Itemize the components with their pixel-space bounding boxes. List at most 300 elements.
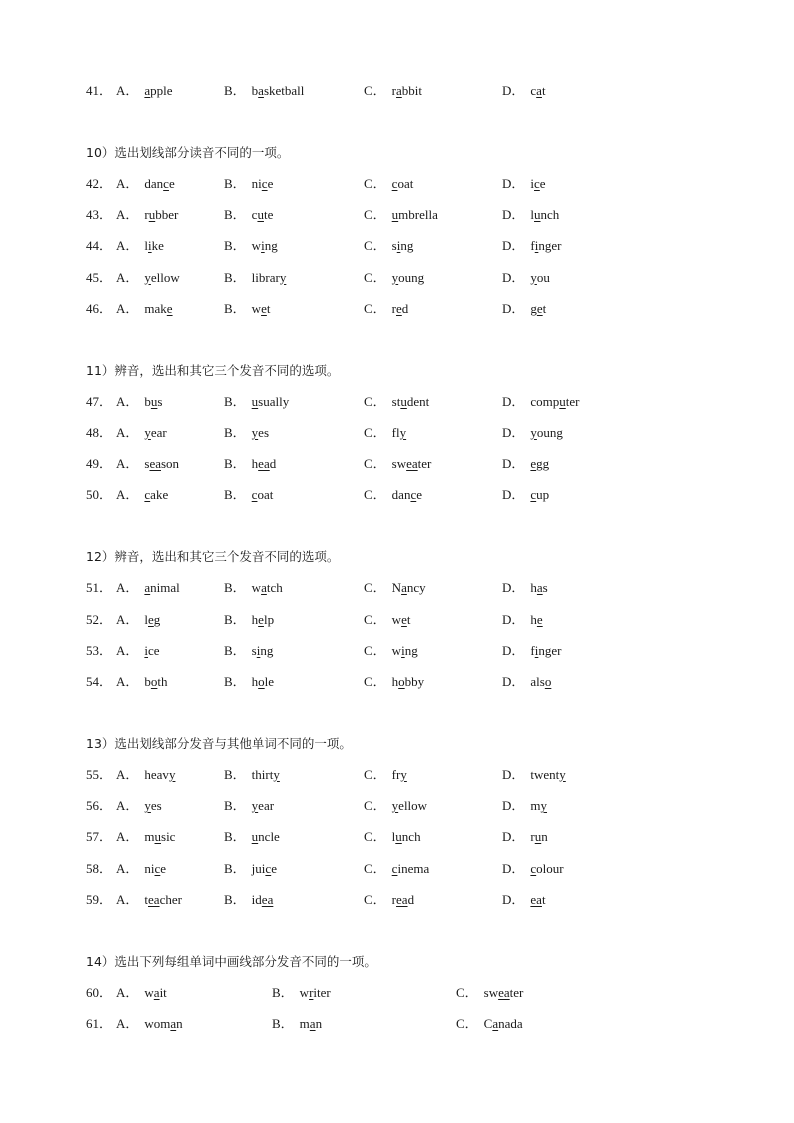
answer-option[interactable] <box>502 672 551 692</box>
option-letter: C． <box>364 456 386 472</box>
option-word: cake <box>144 487 169 503</box>
underlined-letters: e <box>536 300 543 316</box>
option-word: bus <box>144 393 163 409</box>
underlined-letters: ea <box>148 891 160 907</box>
option-word: nice <box>251 176 274 191</box>
underlined-letters: u <box>257 207 264 223</box>
option-letter: A． <box>116 487 139 503</box>
answer-option[interactable] <box>502 578 548 598</box>
answer-option[interactable] <box>364 268 424 288</box>
underlined-letters: a <box>309 1016 316 1031</box>
underlined-letters: y <box>400 767 407 782</box>
option-letter: D． <box>502 580 525 596</box>
option-word: library <box>251 269 287 285</box>
option-letter: C． <box>364 83 386 98</box>
question-number: 52． <box>86 611 113 627</box>
section-heading: 14）选出下列每组单词中画线部分发音不同的一项。 <box>86 953 377 969</box>
question-number: 56． <box>86 798 113 814</box>
option-letter: B． <box>224 642 246 658</box>
option-word: wet <box>251 300 271 316</box>
option-letter: A． <box>116 393 139 409</box>
answer-option[interactable] <box>116 81 173 101</box>
answer-option[interactable] <box>116 610 160 630</box>
option-letter: B． <box>224 300 246 316</box>
option-letter: A． <box>116 1016 139 1031</box>
question-number: 44． <box>86 238 113 254</box>
question-number: 59． <box>86 891 113 907</box>
question-row <box>86 485 726 505</box>
option-word: sweater <box>483 984 524 1000</box>
option-letter: B． <box>224 393 246 409</box>
answer-option[interactable] <box>116 485 168 505</box>
option-word: fly <box>391 425 407 440</box>
answer-option[interactable] <box>364 299 408 319</box>
option-word: lunch <box>391 829 421 845</box>
option-word: young <box>530 425 563 440</box>
option-word: head <box>251 456 277 472</box>
option-letter: C． <box>364 269 386 285</box>
option-word: rubber <box>144 207 179 223</box>
question-row <box>86 983 726 1003</box>
answer-option[interactable] <box>224 890 273 910</box>
option-word: year <box>251 798 275 814</box>
question-number: 57． <box>86 829 113 845</box>
question-number: 47． <box>86 393 113 409</box>
option-word: woman <box>144 1016 183 1031</box>
answer-option[interactable] <box>502 392 580 412</box>
underlined-letters: c <box>391 176 398 191</box>
option-word: he <box>530 611 543 627</box>
option-word: read <box>391 891 415 907</box>
option-word: wet <box>391 611 411 627</box>
underlined-letters: y <box>273 767 280 782</box>
option-word: red <box>391 300 409 316</box>
answer-option[interactable] <box>502 859 564 879</box>
underlined-letters: ea <box>530 891 542 907</box>
underlined-letters: a <box>536 580 543 596</box>
option-word: apple <box>144 83 173 98</box>
underlined-letters: i <box>256 642 261 658</box>
option-letter: C． <box>456 984 478 1000</box>
underlined-letters: c <box>530 487 537 503</box>
answer-option[interactable] <box>224 392 289 412</box>
option-letter: D． <box>502 456 525 472</box>
option-word: teacher <box>144 891 182 907</box>
option-word: fry <box>391 767 407 782</box>
answer-option[interactable] <box>224 672 274 692</box>
question-number: 55． <box>86 767 113 782</box>
option-word: dance <box>391 487 423 503</box>
option-word: yes <box>251 425 270 440</box>
answer-option[interactable] <box>116 392 162 412</box>
option-letter: C． <box>456 1016 478 1031</box>
answer-option[interactable] <box>364 796 427 816</box>
answer-option[interactable] <box>502 610 543 630</box>
answer-option[interactable] <box>116 578 180 598</box>
section-heading: 12）辨音，选出和其它三个发音不同的选项。 <box>86 549 340 565</box>
question-number: 45． <box>86 269 113 285</box>
option-word: rabbit <box>391 83 423 98</box>
answer-option[interactable] <box>116 299 173 319</box>
question-number: 54． <box>86 674 113 689</box>
answer-option[interactable] <box>116 765 175 785</box>
option-letter: A． <box>116 238 139 254</box>
answer-option[interactable] <box>364 485 422 505</box>
answer-option[interactable] <box>502 423 563 443</box>
underlined-letters: c <box>534 176 540 191</box>
answer-option[interactable] <box>224 236 278 256</box>
answer-option[interactable] <box>116 796 162 816</box>
underlined-letters: c <box>154 860 161 876</box>
answer-option[interactable] <box>502 299 546 319</box>
answer-option[interactable] <box>364 81 422 101</box>
option-letter: B． <box>224 425 246 440</box>
underlined-letters: c <box>251 487 258 503</box>
option-word: animal <box>144 580 180 596</box>
answer-option[interactable] <box>116 454 179 474</box>
question-number: 50． <box>86 487 113 503</box>
underlined-letters: o <box>544 674 552 689</box>
question-row <box>86 1014 726 1034</box>
option-letter: B． <box>224 674 246 689</box>
underlined-letters: a <box>144 580 151 596</box>
option-letter: A． <box>116 860 139 876</box>
underlined-letters: c <box>261 176 268 191</box>
option-letter: C． <box>364 860 386 876</box>
answer-option[interactable] <box>224 485 273 505</box>
option-word: hobby <box>391 674 425 689</box>
option-word: nice <box>144 860 167 876</box>
answer-option[interactable] <box>364 174 413 194</box>
option-letter: C． <box>364 798 386 814</box>
answer-option[interactable] <box>224 827 280 847</box>
option-letter: C． <box>364 425 386 440</box>
underlined-letters: ea <box>261 891 274 907</box>
underlined-letters: u <box>150 393 158 409</box>
option-letter: A． <box>116 984 139 1000</box>
option-letter: C． <box>364 207 386 223</box>
underlined-letters: u <box>534 207 541 223</box>
underlined-letters: e <box>536 611 543 627</box>
section-heading: 11）辨音，选出和其它三个发音不同的选项。 <box>86 362 340 378</box>
underlined-letters: e <box>530 456 537 472</box>
question-row <box>86 299 726 319</box>
answer-option[interactable] <box>364 765 407 785</box>
underlined-letters: u <box>251 829 259 845</box>
answer-option[interactable] <box>272 1014 322 1034</box>
answer-option[interactable] <box>502 796 547 816</box>
underlined-letters: y <box>168 767 176 782</box>
option-word: year <box>144 425 167 440</box>
question-number: 46． <box>86 300 113 316</box>
option-letter: C． <box>364 642 386 658</box>
option-word: sing <box>391 238 414 254</box>
option-word: wing <box>391 642 418 658</box>
option-letter: B． <box>272 984 294 1000</box>
underlined-letters: i <box>148 238 152 254</box>
answer-option[interactable] <box>502 641 561 661</box>
answer-option[interactable] <box>502 236 561 256</box>
answer-option[interactable] <box>364 236 413 256</box>
answer-option[interactable] <box>502 827 548 847</box>
underlined-letters: y <box>530 269 537 285</box>
option-word: cinema <box>391 860 430 876</box>
option-word: sweater <box>391 456 432 472</box>
option-letter: B． <box>224 456 246 472</box>
question-row <box>86 796 726 816</box>
underlined-letters: c <box>410 487 417 503</box>
underlined-letters: c <box>144 487 151 503</box>
underlined-letters: ea <box>149 456 161 472</box>
option-letter: A． <box>116 425 139 440</box>
option-word: season <box>144 456 180 472</box>
answer-option[interactable] <box>502 454 549 474</box>
answer-option[interactable] <box>116 827 175 847</box>
underlined-letters: u <box>395 829 402 845</box>
underlined-letters: c <box>391 860 398 876</box>
option-word: computer <box>530 393 580 409</box>
underlined-letters: u <box>391 207 399 223</box>
option-word: yes <box>144 798 162 814</box>
underlined-letters: y <box>279 269 287 285</box>
underlined-letters: a <box>536 83 542 98</box>
answer-option[interactable] <box>456 1014 523 1034</box>
underlined-letters: e <box>166 300 173 316</box>
option-word: Nancy <box>391 580 426 596</box>
option-letter: B． <box>224 83 246 98</box>
option-word: coat <box>251 487 274 503</box>
option-word: Canada <box>483 1016 523 1031</box>
option-letter: A． <box>116 829 139 845</box>
underlined-letters: c <box>530 860 537 876</box>
underlined-letters: a <box>170 1016 177 1031</box>
option-letter: B． <box>224 207 246 223</box>
answer-option[interactable] <box>224 423 269 443</box>
question-number: 43． <box>86 207 113 223</box>
underlined-letters: u <box>251 393 259 409</box>
option-letter: D． <box>502 642 525 658</box>
underlined-letters: i <box>534 238 539 254</box>
option-letter: C． <box>364 891 386 907</box>
option-letter: D． <box>502 207 525 223</box>
underlined-letters: a <box>144 83 151 98</box>
option-letter: D． <box>502 829 525 845</box>
option-word: umbrella <box>391 207 438 223</box>
option-letter: B． <box>224 829 246 845</box>
underlined-letters: u <box>148 207 156 223</box>
question-row <box>86 859 726 879</box>
underlined-letters: a <box>153 984 160 1000</box>
underlined-letters: y <box>559 767 566 782</box>
option-word: twenty <box>530 767 566 782</box>
option-word: writer <box>299 984 331 1000</box>
answer-option[interactable] <box>224 765 280 785</box>
underlined-letters: c <box>265 860 272 876</box>
underlined-letters: y <box>251 798 259 814</box>
option-letter: A． <box>116 207 139 223</box>
option-word: usually <box>251 393 290 409</box>
answer-option[interactable] <box>224 610 274 630</box>
answer-option[interactable] <box>502 205 559 225</box>
answer-option[interactable] <box>364 454 431 474</box>
option-word: leg <box>144 611 161 627</box>
answer-option[interactable] <box>116 641 160 661</box>
answer-option[interactable] <box>502 268 550 288</box>
option-letter: B． <box>224 269 246 285</box>
underlined-letters: u <box>559 393 566 409</box>
option-letter: D． <box>502 860 525 876</box>
option-letter: C． <box>364 674 386 689</box>
underlined-letters: a <box>401 580 407 596</box>
section-heading: 13）选出划线部分发音与其他单词不同的一项。 <box>86 736 352 751</box>
underlined-letters: i <box>534 642 539 658</box>
option-word: coat <box>391 176 414 191</box>
option-letter: A． <box>116 269 139 285</box>
question-number: 51． <box>86 580 113 596</box>
option-letter: C． <box>364 176 386 191</box>
answer-option[interactable] <box>502 765 566 785</box>
answer-option[interactable] <box>456 983 523 1003</box>
option-word: finger <box>530 238 562 254</box>
option-word: eat <box>530 891 546 907</box>
option-letter: A． <box>116 456 139 472</box>
answer-option[interactable] <box>224 578 283 598</box>
option-letter: B． <box>224 611 246 627</box>
option-word: heavy <box>144 767 176 782</box>
option-letter: B． <box>224 891 246 907</box>
option-letter: D． <box>502 238 525 254</box>
underlined-letters: i <box>144 642 149 658</box>
answer-option[interactable] <box>116 983 167 1003</box>
option-letter: D． <box>502 767 525 782</box>
question-row <box>86 454 726 474</box>
question-number: 58． <box>86 860 113 876</box>
answer-option[interactable] <box>364 423 406 443</box>
question-row <box>86 672 726 692</box>
answer-option[interactable] <box>224 454 276 474</box>
answer-option[interactable] <box>224 796 274 816</box>
question-row <box>86 827 726 847</box>
option-word: young <box>391 269 425 285</box>
answer-option[interactable] <box>502 485 549 505</box>
underlined-letters: e <box>258 611 264 627</box>
option-letter: C． <box>364 238 386 254</box>
answer-option[interactable] <box>502 890 546 910</box>
option-word: cup <box>530 487 550 503</box>
answer-option[interactable] <box>116 268 180 288</box>
answer-option[interactable] <box>364 827 421 847</box>
option-word: like <box>144 238 164 254</box>
option-letter: C． <box>364 393 386 409</box>
answer-option[interactable] <box>364 890 414 910</box>
answer-option[interactable] <box>364 578 426 598</box>
answer-option[interactable] <box>364 610 410 630</box>
answer-option[interactable] <box>364 859 429 879</box>
answer-option[interactable] <box>116 236 164 256</box>
option-word: student <box>391 393 430 409</box>
option-letter: A． <box>116 642 139 658</box>
answer-option[interactable] <box>502 174 546 194</box>
answer-option[interactable] <box>364 392 429 412</box>
answer-option[interactable] <box>116 205 178 225</box>
option-letter: B． <box>224 238 246 254</box>
option-word: yellow <box>144 269 180 285</box>
underlined-letters: ea <box>396 891 408 907</box>
underlined-letters: e <box>148 611 154 627</box>
question-number: 42． <box>86 176 113 191</box>
option-word: help <box>251 611 275 627</box>
section-heading: 10）选出划线部分读音不同的一项。 <box>86 145 290 160</box>
answer-option[interactable] <box>224 205 273 225</box>
option-word: man <box>299 1016 323 1031</box>
underlined-letters: y <box>391 798 399 814</box>
option-letter: A． <box>116 891 139 907</box>
option-letter: C． <box>364 767 386 782</box>
underlined-letters: u <box>154 829 162 845</box>
answer-option[interactable] <box>116 672 168 692</box>
answer-option[interactable] <box>272 983 331 1003</box>
option-letter: A． <box>116 580 139 596</box>
option-letter: D． <box>502 891 525 907</box>
question-number: 60． <box>86 984 113 1000</box>
underlined-letters: y <box>144 798 151 814</box>
option-letter: B． <box>224 798 246 814</box>
answer-option[interactable] <box>364 672 424 692</box>
answer-option[interactable] <box>116 1014 183 1034</box>
option-letter: B． <box>224 860 246 876</box>
underlined-letters: y <box>251 425 259 440</box>
underlined-letters: y <box>144 425 151 440</box>
underlined-letters: ea <box>498 984 510 1000</box>
answer-option[interactable] <box>502 81 546 101</box>
answer-option[interactable] <box>364 641 418 661</box>
answer-option[interactable] <box>224 174 273 194</box>
option-word: wait <box>144 984 167 1000</box>
question-number: 48． <box>86 425 113 440</box>
option-word: you <box>530 269 550 285</box>
underlined-letters: y <box>391 269 399 285</box>
answer-option[interactable] <box>224 268 286 288</box>
question-number: 49． <box>86 456 113 472</box>
option-word: thirty <box>251 767 280 782</box>
question-row <box>86 174 726 194</box>
option-letter: B． <box>224 176 246 191</box>
answer-option[interactable] <box>224 299 270 319</box>
underlined-letters: u <box>534 829 542 845</box>
answer-option[interactable] <box>116 859 166 879</box>
answer-option[interactable] <box>116 174 175 194</box>
underlined-letters: c <box>163 176 169 191</box>
option-word: hole <box>251 674 275 689</box>
option-word: cat <box>530 83 546 98</box>
underlined-letters: r <box>309 984 314 1000</box>
option-letter: C． <box>364 580 386 596</box>
option-word: ice <box>144 642 160 658</box>
answer-option[interactable] <box>116 423 167 443</box>
option-word: uncle <box>251 829 280 845</box>
option-letter: D． <box>502 674 525 689</box>
option-word: sing <box>251 642 274 658</box>
answer-option[interactable] <box>224 81 304 101</box>
option-letter: D． <box>502 300 525 316</box>
option-letter: A． <box>116 767 139 782</box>
answer-option[interactable] <box>224 641 273 661</box>
answer-option[interactable] <box>364 205 438 225</box>
underlined-letters: y <box>530 425 537 440</box>
answer-option[interactable] <box>224 859 277 879</box>
underlined-letters: o <box>258 674 265 689</box>
answer-option[interactable] <box>116 890 182 910</box>
